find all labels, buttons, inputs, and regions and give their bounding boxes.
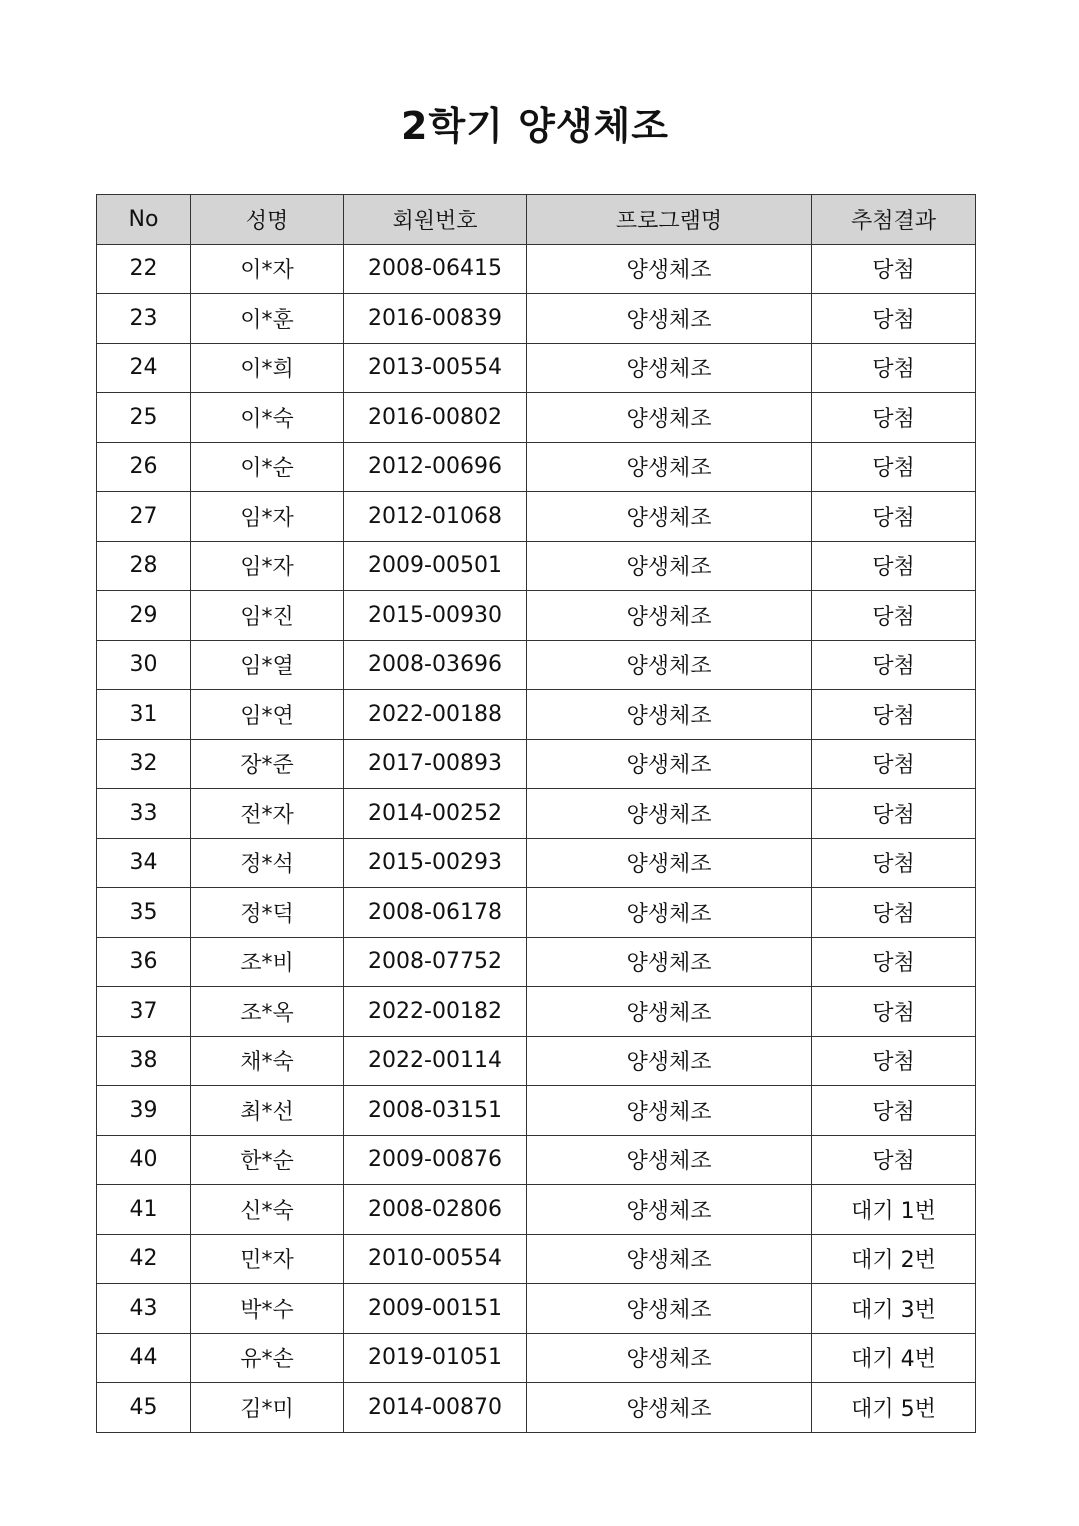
- cell-member-number: 2012-01068: [344, 492, 527, 542]
- cell-member-number: 2008-07752: [344, 937, 527, 987]
- cell-no: 29: [97, 591, 191, 641]
- cell-program-name: 양생체조: [527, 640, 812, 690]
- cell-name: 장*준: [191, 739, 344, 789]
- header-member-number: 회원번호: [344, 195, 527, 245]
- cell-no: 44: [97, 1333, 191, 1383]
- cell-lottery-result: 당첨: [812, 244, 976, 294]
- table-row: [97, 244, 976, 294]
- cell-program-name: 양생체조: [527, 1185, 812, 1235]
- cell-program-name: 양생체조: [527, 690, 812, 740]
- cell-no: 37: [97, 987, 191, 1037]
- cell-name: 이*순: [191, 442, 344, 492]
- table-row: [97, 739, 976, 789]
- cell-name: 최*선: [191, 1086, 344, 1136]
- cell-lottery-result: 당첨: [812, 294, 976, 344]
- cell-lottery-result: 당첨: [812, 739, 976, 789]
- header-lottery-result: 추첨결과: [812, 195, 976, 245]
- table-body: [97, 244, 976, 1432]
- cell-lottery-result: 당첨: [812, 1135, 976, 1185]
- table-row: [97, 789, 976, 839]
- header-program-name: 프로그램명: [527, 195, 812, 245]
- cell-lottery-result: 대기 5번: [812, 1383, 976, 1433]
- cell-lottery-result: 당첨: [812, 492, 976, 542]
- cell-name: 신*숙: [191, 1185, 344, 1235]
- header-name: 성명: [191, 195, 344, 245]
- cell-name: 민*자: [191, 1234, 344, 1284]
- cell-no: 25: [97, 393, 191, 443]
- table-row: [97, 888, 976, 938]
- cell-member-number: 2015-00930: [344, 591, 527, 641]
- cell-no: 23: [97, 294, 191, 344]
- cell-lottery-result: 당첨: [812, 1086, 976, 1136]
- cell-member-number: 2014-00870: [344, 1383, 527, 1433]
- cell-no: 42: [97, 1234, 191, 1284]
- table-row: [97, 1086, 976, 1136]
- cell-member-number: 2010-00554: [344, 1234, 527, 1284]
- cell-program-name: 양생체조: [527, 987, 812, 1037]
- cell-no: 22: [97, 244, 191, 294]
- cell-no: 31: [97, 690, 191, 740]
- page-title: 2학기 양생체조: [401, 104, 669, 148]
- cell-program-name: 양생체조: [527, 442, 812, 492]
- table-row: [97, 442, 976, 492]
- cell-name: 이*희: [191, 343, 344, 393]
- cell-name: 채*숙: [191, 1036, 344, 1086]
- cell-program-name: 양생체조: [527, 591, 812, 641]
- cell-program-name: 양생체조: [527, 789, 812, 839]
- cell-no: 40: [97, 1135, 191, 1185]
- table-row: [97, 393, 976, 443]
- table-row: [97, 591, 976, 641]
- cell-name: 정*석: [191, 838, 344, 888]
- cell-member-number: 2014-00252: [344, 789, 527, 839]
- cell-member-number: 2009-00876: [344, 1135, 527, 1185]
- cell-lottery-result: 당첨: [812, 888, 976, 938]
- cell-member-number: 2012-00696: [344, 442, 527, 492]
- cell-no: 33: [97, 789, 191, 839]
- cell-member-number: 2008-02806: [344, 1185, 527, 1235]
- cell-no: 45: [97, 1383, 191, 1433]
- cell-member-number: 2013-00554: [344, 343, 527, 393]
- table-row: [97, 1284, 976, 1334]
- cell-lottery-result: 당첨: [812, 541, 976, 591]
- cell-no: 24: [97, 343, 191, 393]
- cell-no: 35: [97, 888, 191, 938]
- cell-name: 한*순: [191, 1135, 344, 1185]
- cell-no: 30: [97, 640, 191, 690]
- table-row: [97, 294, 976, 344]
- cell-program-name: 양생체조: [527, 1333, 812, 1383]
- cell-no: 41: [97, 1185, 191, 1235]
- cell-member-number: 2019-01051: [344, 1333, 527, 1383]
- cell-name: 조*옥: [191, 987, 344, 1037]
- cell-no: 26: [97, 442, 191, 492]
- cell-name: 이*숙: [191, 393, 344, 443]
- cell-lottery-result: 당첨: [812, 789, 976, 839]
- cell-lottery-result: 당첨: [812, 442, 976, 492]
- cell-member-number: 2009-00501: [344, 541, 527, 591]
- cell-program-name: 양생체조: [527, 492, 812, 542]
- cell-lottery-result: 당첨: [812, 591, 976, 641]
- cell-name: 김*미: [191, 1383, 344, 1433]
- cell-lottery-result: 당첨: [812, 640, 976, 690]
- cell-name: 정*덕: [191, 888, 344, 938]
- table-row: [97, 640, 976, 690]
- table-row: [97, 690, 976, 740]
- cell-name: 이*자: [191, 244, 344, 294]
- table-row: [97, 987, 976, 1037]
- cell-no: 32: [97, 739, 191, 789]
- cell-member-number: 2008-03696: [344, 640, 527, 690]
- table-row: [97, 1185, 976, 1235]
- cell-lottery-result: 당첨: [812, 1036, 976, 1086]
- cell-name: 전*자: [191, 789, 344, 839]
- cell-program-name: 양생체조: [527, 1135, 812, 1185]
- table-row: [97, 937, 976, 987]
- cell-lottery-result: 당첨: [812, 690, 976, 740]
- cell-program-name: 양생체조: [527, 888, 812, 938]
- cell-program-name: 양생체조: [527, 343, 812, 393]
- cell-name: 조*비: [191, 937, 344, 987]
- table-row: [97, 1333, 976, 1383]
- cell-no: 27: [97, 492, 191, 542]
- cell-program-name: 양생체조: [527, 1383, 812, 1433]
- cell-program-name: 양생체조: [527, 1086, 812, 1136]
- cell-member-number: 2016-00802: [344, 393, 527, 443]
- cell-lottery-result: 당첨: [812, 838, 976, 888]
- cell-program-name: 양생체조: [527, 1036, 812, 1086]
- table-row: [97, 343, 976, 393]
- header-no: No: [97, 195, 191, 245]
- table-row: [97, 838, 976, 888]
- cell-program-name: 양생체조: [527, 244, 812, 294]
- cell-member-number: 2022-00182: [344, 987, 527, 1037]
- cell-name: 임*자: [191, 541, 344, 591]
- cell-no: 43: [97, 1284, 191, 1334]
- cell-lottery-result: 당첨: [812, 987, 976, 1037]
- cell-name: 유*손: [191, 1333, 344, 1383]
- cell-member-number: 2017-00893: [344, 739, 527, 789]
- cell-program-name: 양생체조: [527, 838, 812, 888]
- table-row: [97, 1135, 976, 1185]
- cell-member-number: 2022-00188: [344, 690, 527, 740]
- cell-no: 34: [97, 838, 191, 888]
- cell-program-name: 양생체조: [527, 294, 812, 344]
- cell-program-name: 양생체조: [527, 1284, 812, 1334]
- cell-member-number: 2008-03151: [344, 1086, 527, 1136]
- cell-program-name: 양생체조: [527, 393, 812, 443]
- cell-lottery-result: 당첨: [812, 393, 976, 443]
- cell-lottery-result: 대기 4번: [812, 1333, 976, 1383]
- cell-name: 임*자: [191, 492, 344, 542]
- cell-member-number: 2008-06415: [344, 244, 527, 294]
- table-row: [97, 541, 976, 591]
- table-row: [97, 1036, 976, 1086]
- cell-name: 박*수: [191, 1284, 344, 1334]
- table-row: [97, 492, 976, 542]
- cell-name: 임*진: [191, 591, 344, 641]
- cell-name: 임*열: [191, 640, 344, 690]
- cell-member-number: 2008-06178: [344, 888, 527, 938]
- cell-no: 28: [97, 541, 191, 591]
- cell-member-number: 2009-00151: [344, 1284, 527, 1334]
- cell-lottery-result: 당첨: [812, 937, 976, 987]
- cell-name: 이*훈: [191, 294, 344, 344]
- cell-member-number: 2015-00293: [344, 838, 527, 888]
- cell-program-name: 양생체조: [527, 1234, 812, 1284]
- cell-no: 38: [97, 1036, 191, 1086]
- cell-member-number: 2022-00114: [344, 1036, 527, 1086]
- cell-program-name: 양생체조: [527, 739, 812, 789]
- cell-lottery-result: 당첨: [812, 343, 976, 393]
- cell-name: 임*연: [191, 690, 344, 740]
- cell-program-name: 양생체조: [527, 541, 812, 591]
- lottery-results-table: [96, 194, 976, 1433]
- table-row: [97, 1383, 976, 1433]
- table-row: [97, 1234, 976, 1284]
- cell-lottery-result: 대기 3번: [812, 1284, 976, 1334]
- cell-no: 39: [97, 1086, 191, 1136]
- table-header-row: [97, 195, 976, 245]
- cell-member-number: 2016-00839: [344, 294, 527, 344]
- cell-program-name: 양생체조: [527, 937, 812, 987]
- cell-lottery-result: 대기 2번: [812, 1234, 976, 1284]
- cell-lottery-result: 대기 1번: [812, 1185, 976, 1235]
- cell-no: 36: [97, 937, 191, 987]
